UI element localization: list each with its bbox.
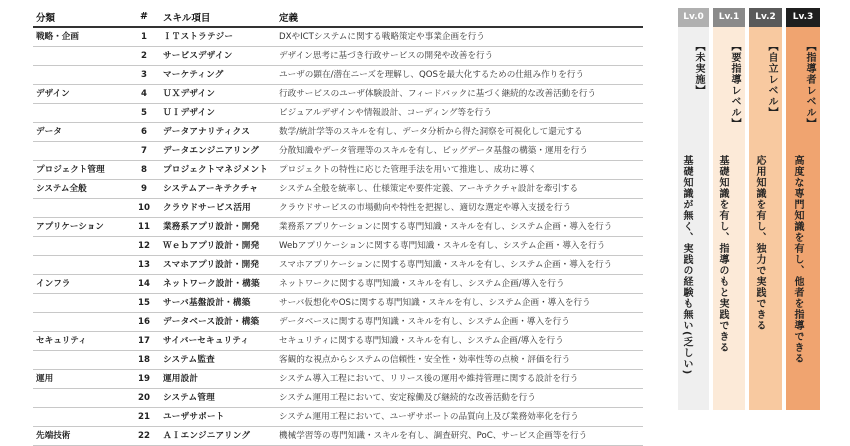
number-cell: 10	[128, 199, 160, 218]
number-cell: 22	[128, 427, 160, 446]
table-row	[33, 66, 643, 85]
level-name: 【指導者レベル】	[804, 41, 815, 129]
table-row	[33, 161, 643, 180]
table-row	[33, 313, 643, 332]
table-row	[33, 237, 643, 256]
skill-item-cell: システム監査	[160, 351, 276, 370]
definition-cell: プロジェクトの特性に応じた管理手法を用いて推進し、成功に導く	[276, 161, 643, 180]
category-cell: 戦略・企画	[33, 27, 128, 47]
level-body	[678, 27, 709, 410]
definition-cell: 客観的な視点からシステムの信頼性・安全性・効率性等の点検・評価を行う	[276, 351, 643, 370]
table-row	[33, 275, 643, 294]
level-label: Lv.1	[713, 8, 745, 27]
category-cell: デザイン	[33, 85, 128, 104]
level-description: 基礎知識を有し、指導のもと実践できる	[717, 155, 728, 353]
category-cell	[33, 294, 128, 313]
category-cell: インフラ	[33, 275, 128, 294]
level-description: 基礎知識が無く、実践の経験も無い(乏しい)	[681, 155, 692, 376]
number-cell: 19	[128, 370, 160, 389]
skill-item-cell: データエンジニアリング	[160, 142, 276, 161]
definition-cell: 分散知識やデータ管理等のスキルを有し、ビッグデータ基盤の構築・運用を行う	[276, 142, 643, 161]
skill-item-cell: プロジェクトマネジメント	[160, 161, 276, 180]
category-cell	[33, 104, 128, 123]
table-row	[33, 123, 643, 142]
skill-item-cell: サーバ基盤設計・構築	[160, 294, 276, 313]
level-name: 【未実施】	[693, 41, 704, 96]
category-cell	[33, 351, 128, 370]
definition-cell: Webアプリケーションに関する専門知識・スキルを有し、システム企画・導入を行う	[276, 237, 643, 256]
level-column-2	[749, 8, 782, 410]
level-label: Lv.3	[786, 8, 820, 27]
category-cell: 先端技術	[33, 427, 128, 446]
category-cell	[33, 389, 128, 408]
definition-cell: ビジュアルデザインや情報設計、コーディング等を行う	[276, 104, 643, 123]
skill-item-cell: システムアーキテクチャ	[160, 180, 276, 199]
definition-cell: 数学/統計学等のスキルを有し、データ分析から得た洞察を可視化して還元する	[276, 123, 643, 142]
definition-cell: スマホアプリケーションに関する専門知識・スキルを有し、システム企画・導入を行う	[276, 256, 643, 275]
number-cell: 1	[128, 27, 160, 47]
table-row	[33, 47, 643, 66]
category-cell	[33, 66, 128, 85]
table-row	[33, 332, 643, 351]
header-number: #	[128, 7, 160, 27]
level-column-0	[678, 8, 709, 410]
number-cell: 9	[128, 180, 160, 199]
number-cell: 20	[128, 389, 160, 408]
definition-cell: デザイン思考に基づき行政サービスの開発や改善を行う	[276, 47, 643, 66]
definition-cell: データベースに関する専門知識・スキルを有し、システム企画・導入を行う	[276, 313, 643, 332]
category-cell: プロジェクト管理	[33, 161, 128, 180]
number-cell: 21	[128, 408, 160, 427]
number-cell: 8	[128, 161, 160, 180]
level-name: 【自立レベル】	[766, 41, 777, 118]
definition-cell: 業務系アプリケーションに関する専門知識・スキルを有し、システム企画・導入を行う	[276, 218, 643, 237]
number-cell: 18	[128, 351, 160, 370]
table-row	[33, 85, 643, 104]
level-label: Lv.2	[749, 8, 782, 27]
skill-item-cell: マーケティング	[160, 66, 276, 85]
number-cell: 4	[128, 85, 160, 104]
table-header-row	[33, 7, 643, 27]
skill-item-cell: サービスデザイン	[160, 47, 276, 66]
level-column-3	[786, 8, 820, 410]
definition-cell: システム運用工程において、安定稼働及び継続的な改善活動を行う	[276, 389, 643, 408]
skill-item-cell: 運用設計	[160, 370, 276, 389]
skill-item-cell: Ｗｅｂアプリ設計・開発	[160, 237, 276, 256]
number-cell: 6	[128, 123, 160, 142]
definition-cell: DXやICTシステムに関する戦略策定や事業企画を行う	[276, 27, 643, 47]
category-cell	[33, 408, 128, 427]
category-cell	[33, 47, 128, 66]
category-cell	[33, 142, 128, 161]
number-cell: 17	[128, 332, 160, 351]
category-cell: データ	[33, 123, 128, 142]
number-cell: 11	[128, 218, 160, 237]
category-cell	[33, 237, 128, 256]
number-cell: 5	[128, 104, 160, 123]
skill-item-cell: クラウドサービス活用	[160, 199, 276, 218]
skill-item-cell: データベース設計・構築	[160, 313, 276, 332]
skill-item-cell: データアナリティクス	[160, 123, 276, 142]
level-body	[786, 27, 820, 410]
category-cell: アプリケーション	[33, 218, 128, 237]
header-definition: 定義	[276, 7, 643, 27]
level-label: Lv.0	[678, 8, 709, 27]
table-row	[33, 218, 643, 237]
header-skill-item: スキル項目	[160, 7, 276, 27]
table-row	[33, 294, 643, 313]
definition-cell: サーバ仮想化やOSに関する専門知識・スキルを有し、システム企画・導入を行う	[276, 294, 643, 313]
category-cell: セキュリティ	[33, 332, 128, 351]
definition-cell: セキュリティに関する専門知識・スキルを有し、システム企画/導入を行う	[276, 332, 643, 351]
table-row	[33, 256, 643, 275]
category-cell	[33, 256, 128, 275]
table-row	[33, 408, 643, 427]
skill-item-cell: ＡＩエンジニアリング	[160, 427, 276, 446]
definition-cell: システム全般を統率し、仕様策定や要件定義、アーキテクチャ設計を牽引する	[276, 180, 643, 199]
definition-cell: 機械学習等の専門知識・スキルを有し、調査研究、PoC、サービス企画等を行う	[276, 427, 643, 446]
definition-cell: ネットワークに関する専門知識・スキルを有し、システム企画/導入を行う	[276, 275, 643, 294]
skill-item-cell: スマホアプリ設計・開発	[160, 256, 276, 275]
number-cell: 7	[128, 142, 160, 161]
table-row	[33, 370, 643, 389]
skill-item-cell: システム管理	[160, 389, 276, 408]
number-cell: 3	[128, 66, 160, 85]
skill-item-cell: ＩＴストラテジー	[160, 27, 276, 47]
skill-item-cell: ＵＩデザイン	[160, 104, 276, 123]
table-row	[33, 142, 643, 161]
table-row	[33, 104, 643, 123]
table-row	[33, 27, 643, 47]
table-body	[33, 27, 643, 446]
category-cell	[33, 313, 128, 332]
skill-item-cell: ネットワーク設計・構築	[160, 275, 276, 294]
skill-item-cell: ＵＸデザイン	[160, 85, 276, 104]
skill-item-cell: 業務系アプリ設計・開発	[160, 218, 276, 237]
category-cell: システム全般	[33, 180, 128, 199]
category-cell: 運用	[33, 370, 128, 389]
skill-item-cell: ユーザサポート	[160, 408, 276, 427]
level-description: 高度な専門知識を有し、他者を指導できる	[792, 155, 803, 364]
level-description: 応用知識を有し、独力で実践できる	[754, 155, 765, 331]
skill-item-cell: サイバーセキュリティ	[160, 332, 276, 351]
number-cell: 16	[128, 313, 160, 332]
number-cell: 15	[128, 294, 160, 313]
level-name: 【要指導レベル】	[729, 41, 740, 129]
level-body	[713, 27, 745, 410]
table-row	[33, 199, 643, 218]
definition-cell: クラウドサービスの市場動向や特性を把握し、適切な選定や導入支援を行う	[276, 199, 643, 218]
number-cell: 12	[128, 237, 160, 256]
level-body	[749, 27, 782, 410]
number-cell: 14	[128, 275, 160, 294]
definition-cell: 行政サービスのユーザ体験設計、フィードバックに基づく継続的な改善活動を行う	[276, 85, 643, 104]
skill-table	[33, 7, 643, 446]
table-row	[33, 389, 643, 408]
number-cell: 13	[128, 256, 160, 275]
level-column-1	[713, 8, 745, 410]
table-row	[33, 180, 643, 199]
category-cell	[33, 199, 128, 218]
definition-cell: システム導入工程において、リリース後の運用や維持管理に関する設計を行う	[276, 370, 643, 389]
table-row	[33, 427, 643, 446]
number-cell: 2	[128, 47, 160, 66]
table-row	[33, 351, 643, 370]
header-category: 分類	[33, 7, 128, 27]
definition-cell: システム運用工程において、ユーザサポートの品質向上及び業務効率化を行う	[276, 408, 643, 427]
definition-cell: ユーザの顕在/潜在ニーズを理解し、QOSを最大化するための仕組み作りを行う	[276, 66, 643, 85]
